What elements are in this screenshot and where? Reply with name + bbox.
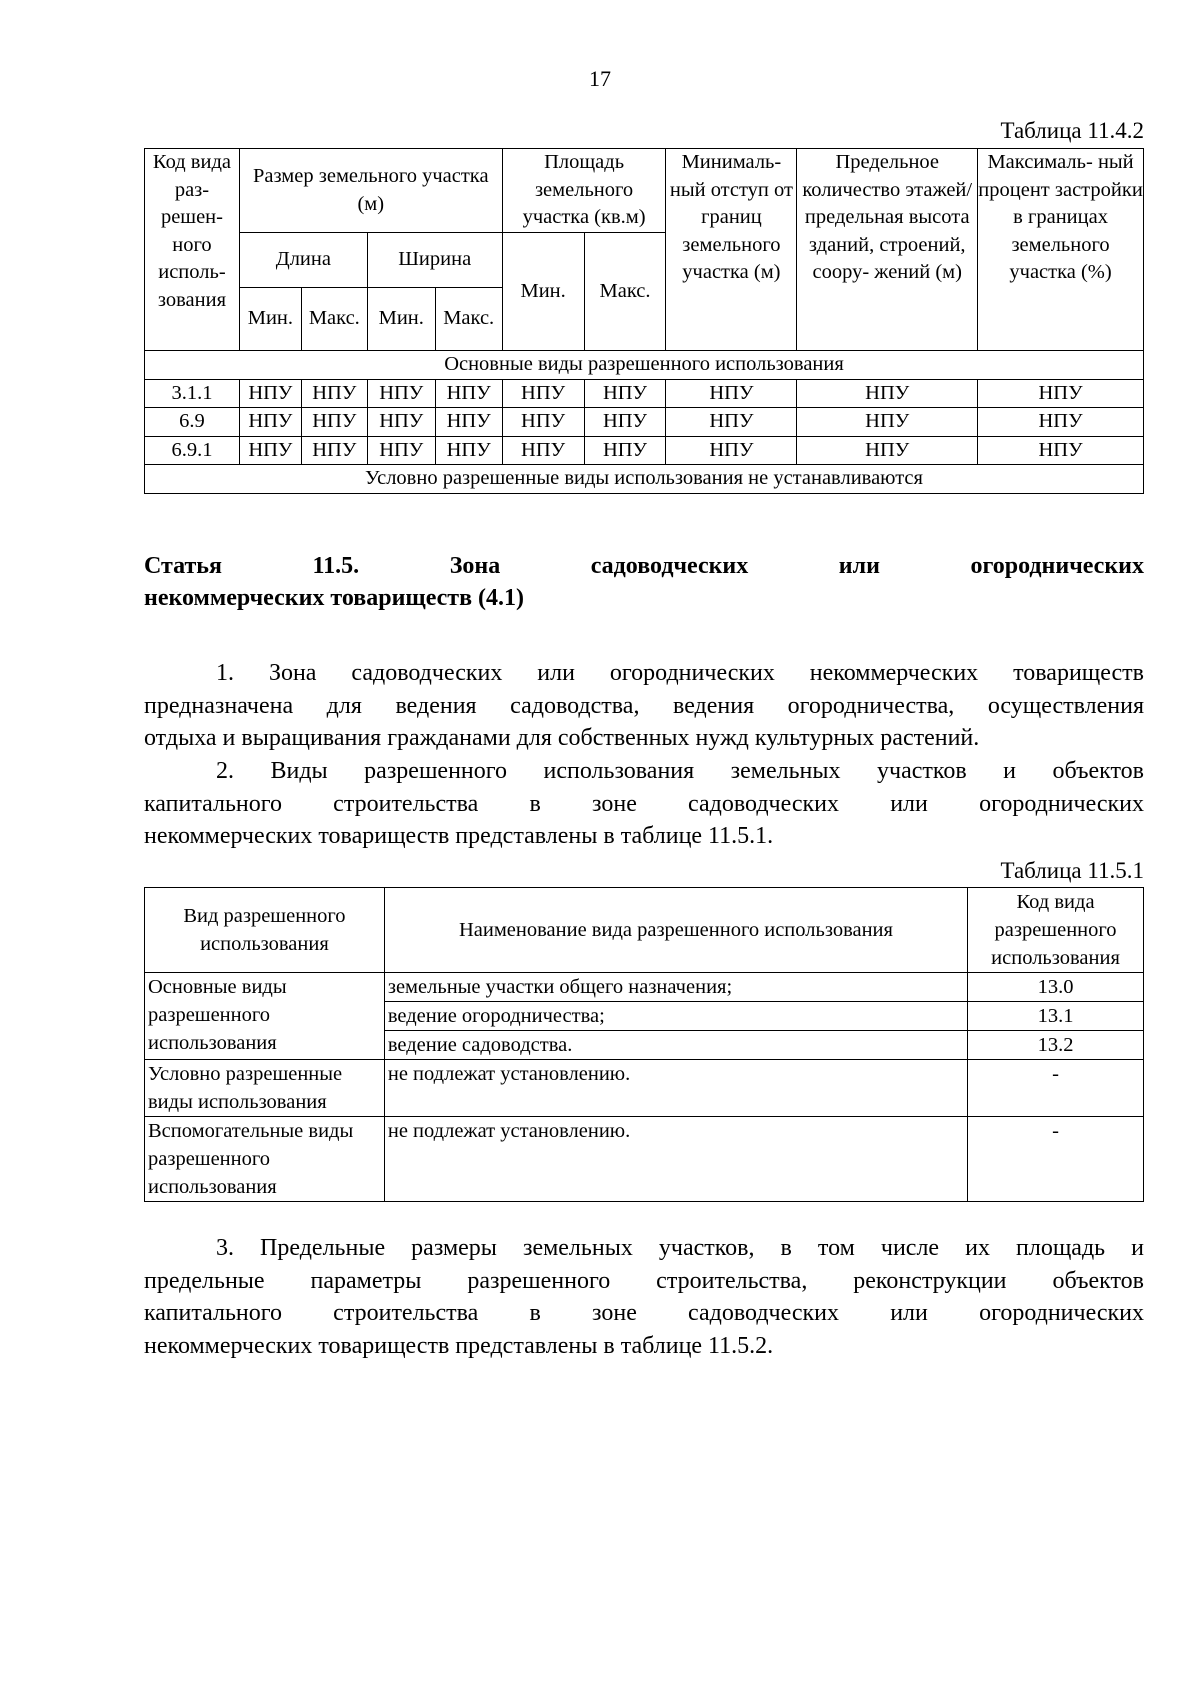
heading-line-2: некоммерческих товариществ (4.1) — [144, 585, 525, 611]
cell: НПУ — [797, 379, 978, 408]
paragraph-line: некоммерческих товариществ представлены в таблице 11.5.1. — [144, 823, 774, 849]
paragraph-line: 1. Зона садоводческих или огороднических некоммерческих товариществ — [216, 660, 1144, 686]
table-row — [145, 973, 1144, 1002]
table-11-4-2 — [144, 148, 1144, 494]
row-code: - — [968, 1117, 1144, 1202]
header-setback: Минималь- ный отступ от границ земельного участка (м) — [666, 149, 797, 351]
header-length-min: Мин. — [239, 288, 301, 351]
table-row — [145, 436, 1144, 465]
cell: НПУ — [367, 379, 435, 408]
cell: НПУ — [301, 379, 367, 408]
paragraph-2 — [144, 755, 1144, 853]
paragraph-line: предназначена для ведения садоводства, ведения огородничества, осуществления — [144, 692, 1144, 719]
cell: НПУ — [239, 379, 301, 408]
auxiliary-label: Вспомогательные виды разрешенного использования — [145, 1117, 385, 1202]
cell: НПУ — [502, 436, 584, 465]
cell: НПУ — [666, 436, 797, 465]
article-heading — [144, 550, 1144, 614]
paragraph-line: капитального строительства в зоне садоводческих или огороднических — [144, 790, 1144, 817]
row-name: ведение садоводства. — [384, 1031, 967, 1060]
row-code: 13.1 — [968, 1002, 1144, 1031]
main-label: Основные виды разрешенного использования — [145, 973, 385, 1060]
table-11-5-1 — [144, 887, 1144, 1202]
paragraph-line: предельные параметры разрешенного строительства, реконструкции объектов — [144, 1267, 1144, 1294]
cell: НПУ — [584, 379, 666, 408]
header-type: Вид разрешенного использования — [145, 888, 385, 973]
paragraph-line: капитального строительства в зоне садоводческих или огороднических — [144, 1300, 1144, 1326]
header-width: Ширина — [367, 233, 502, 288]
section-main: Основные виды разрешенного использования — [145, 351, 1144, 380]
paragraph-line: 3. Предельные размеры земельных участков, в том числе их площадь и — [216, 1235, 1144, 1261]
cell: НПУ — [239, 408, 301, 437]
row-code: - — [968, 1060, 1144, 1117]
row-name: не подлежат установлению. — [384, 1117, 967, 1202]
header-percent: Максималь- ный процент застройки в границах земельного участка (%) — [978, 149, 1144, 351]
header-code: Код вида разрешенного использования — [968, 888, 1144, 973]
cell: НПУ — [502, 408, 584, 437]
table-caption-11-5-1: Таблица 11.5.1 — [1000, 858, 1144, 883]
row-name: земельные участки общего назначения; — [384, 973, 967, 1002]
cell: НПУ — [239, 436, 301, 465]
cell: НПУ — [666, 408, 797, 437]
paragraph-line: отдыха и выращивания гражданами для собственных нужд культурных растений. — [144, 725, 980, 751]
table-row — [145, 1060, 1144, 1117]
header-area: Площадь земельного участка (кв.м) — [502, 149, 666, 233]
cell: НПУ — [584, 436, 666, 465]
header-name: Наименование вида разрешенного использования — [384, 888, 967, 973]
cell: НПУ — [584, 408, 666, 437]
header-area-min: Мин. — [502, 233, 584, 351]
header-code: Код вида раз- решен- ного исполь- зования — [145, 149, 240, 351]
header-length: Длина — [239, 233, 367, 288]
header-width-max: Макс. — [435, 288, 502, 351]
cell: НПУ — [978, 436, 1144, 465]
cell: НПУ — [502, 379, 584, 408]
cell: НПУ — [301, 436, 367, 465]
row-code: 6.9 — [145, 408, 240, 437]
row-code: 13.2 — [968, 1031, 1144, 1060]
table-row — [145, 379, 1144, 408]
header-area-max: Макс. — [584, 233, 666, 351]
cell: НПУ — [367, 408, 435, 437]
header-size: Размер земельного участка (м) — [239, 149, 502, 233]
cell: НПУ — [797, 436, 978, 465]
table-row — [145, 408, 1144, 437]
paragraph-3 — [144, 1232, 1144, 1362]
table-footer: Условно разрешенные виды использования не устанавливаются — [145, 465, 1144, 494]
table-caption-11-4-2: Таблица 11.4.2 — [1000, 118, 1144, 143]
heading-line-1: Статья 11.5. Зона садоводческих или огороднических — [144, 553, 1144, 579]
cell: НПУ — [797, 408, 978, 437]
cell: НПУ — [435, 408, 502, 437]
paragraph-1 — [144, 657, 1144, 755]
cell: НПУ — [435, 379, 502, 408]
row-code: 3.1.1 — [145, 379, 240, 408]
paragraph-line: некоммерческих товариществ представлены в таблице 11.5.2. — [144, 1332, 774, 1359]
header-width-min: Мин. — [367, 288, 435, 351]
cell: НПУ — [301, 408, 367, 437]
cell: НПУ — [978, 408, 1144, 437]
row-code: 6.9.1 — [145, 436, 240, 465]
header-floors: Предельное количество этажей/ предельная высота зданий, строений, соору- жений (м) — [797, 149, 978, 351]
table-row — [145, 1117, 1144, 1202]
row-name: ведение огородничества; — [384, 1002, 967, 1031]
paragraph-line: 2. Виды разрешенного использования земельных участков и объектов — [216, 758, 1144, 784]
cell: НПУ — [435, 436, 502, 465]
header-length-max: Макс. — [301, 288, 367, 351]
cell: НПУ — [978, 379, 1144, 408]
cell: НПУ — [666, 379, 797, 408]
conditional-label: Условно разрешенные виды использования — [145, 1060, 385, 1117]
cell: НПУ — [367, 436, 435, 465]
row-code: 13.0 — [968, 973, 1144, 1002]
page-number: 17 — [589, 66, 611, 91]
row-name: не подлежат установлению. — [384, 1060, 967, 1117]
